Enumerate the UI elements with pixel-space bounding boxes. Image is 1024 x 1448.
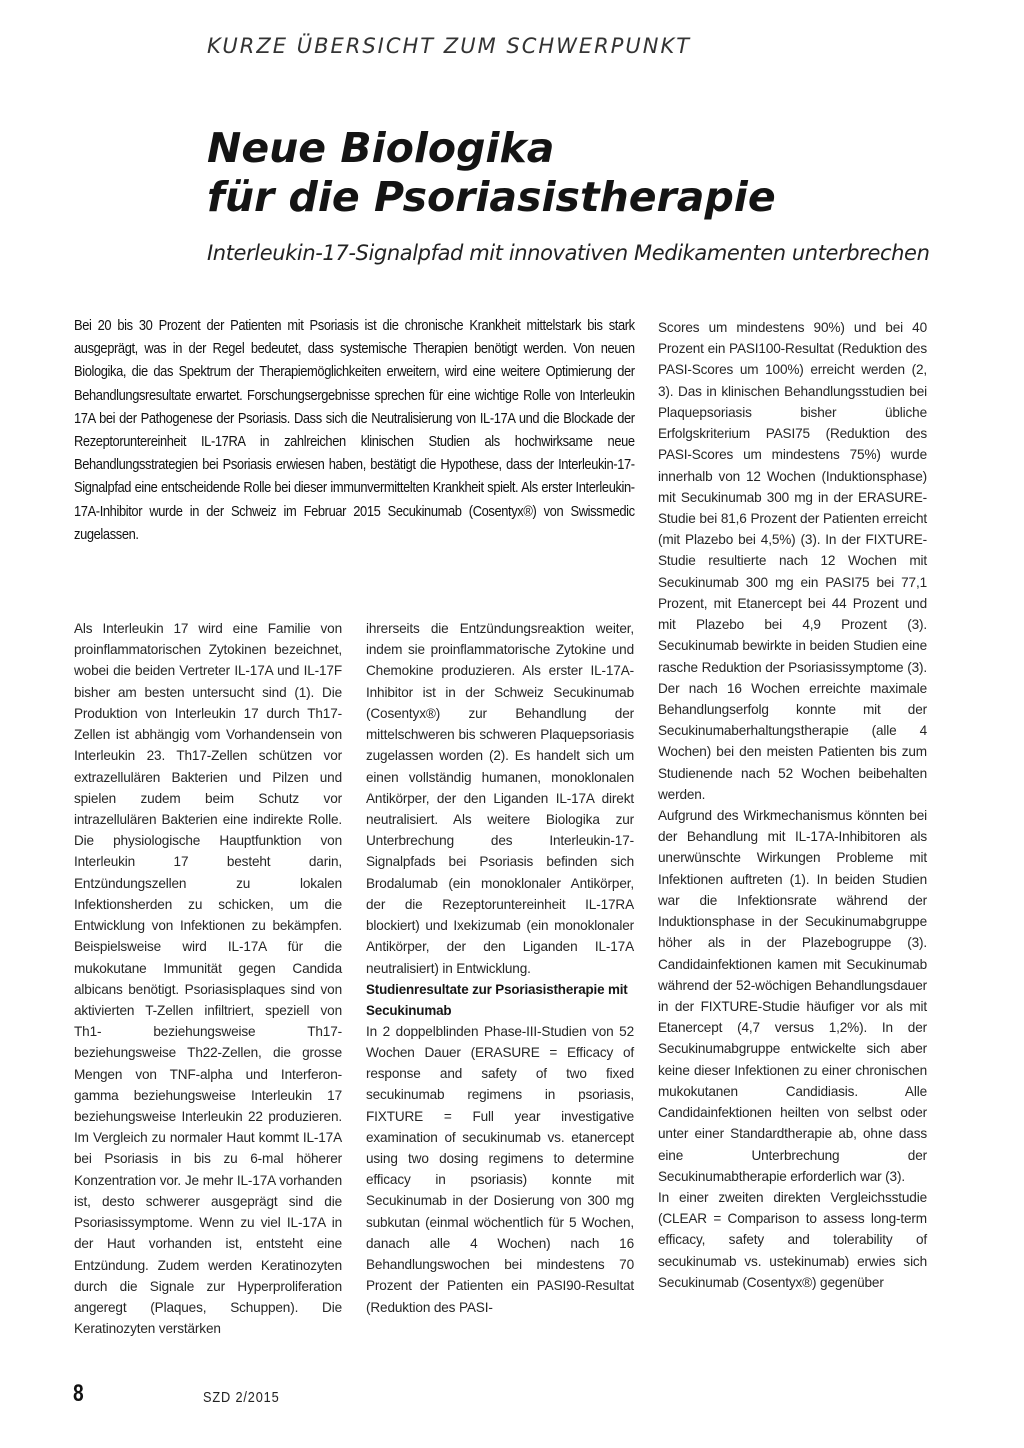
body-paragraph: Als Interleukin 17 wird eine Familie von proinflammatorischen Zytokinen bezeichnet, wobei die beiden Vertreter IL-17A und IL-17F bisher am besten untersucht sind (1). Die Produktion von Interleukin 17 durch Th17-Zellen ist abhängig vom Vorhandensein von Interleukin 23. Th17-Zellen schützen vor extrazellulären Bakterien und Pilzen und spielen zudem beim Schutz vor intrazellulären Bakterien eine indirekte Rolle. Die physiologische Hauptfunktion von Interleukin 17 besteht darin, Entzündungszellen zu lokalen Infektionsherden zu schicken, um die Entwicklung von Infektionen zu bekämpfen. Beispielsweise wird IL-17A für die mukokutane Immunität gegen Candida albicans benötigt. Psoriasisplaques sind von aktivierten T-Zellen infiltriert, speziell von Th1- beziehungsweise Th17- beziehungsweise Th22-Zellen, die grosse Mengen von TNF-alpha und Interferon-gamma beziehungsweise Interleukin 17 beziehungsweise Interleukin 22 produzieren. Im Vergleich zu normaler Haut kommt IL-17A bei Psoriasis in bis zu 6-mal höherer Konzentration vor. Je mehr IL-17A vorhanden ist, desto schwerer ausgeprägt sind die Psoriasissymptome. Wenn zu viel IL-17A in der Haut vorhanden ist, entsteht eine Entzündung. Zudem werden Keratinozyten durch die Signale zur Hyperproliferation angeregt (Plaques, Schuppen). Die Keratinozyten verstärken [74, 621, 342, 1337]
lead-paragraph: Bei 20 bis 30 Prozent der Patienten mit Psoriasis ist die chronische Krankheit mittelstark bis stark ausgeprägt, was in der Regel bedeutet, dass systemische Therapien benötigt werden. Von neuen Biologika, die das Spektrum der Therapiemöglichkeiten erweitern, wird eine weitere Optimierung der Behandlungsresultate erwartet. Forschungsergebnisse sprechen für eine wichtige Rolle von Interleukin 17A bei der Pathogenese der Psoriasis. Dass sich die Neutralisierung von IL-17A und die Blockade der Rezeptoruntereinheit IL-17RA in zahlreichen klinischen Studien als hochwirksame neue Behandlungsstrategien bei Psoriasis erwiesen haben, bestätigt die Hypothese, dass der Interleukin-17-Signalpfad eine entscheidende Rolle bei dieser immunvermittelten Krankheit spielt. Als erster Interleukin-17A-Inhibitor wurde in der Schweiz im Februar 2015 Secukinumab (Cosentyx®) von Swissmedic zugelassen. [74, 317, 635, 543]
journal-reference: SZD 2/2015 [203, 1389, 280, 1406]
body-column-2 [366, 618, 634, 1318]
body-paragraph: ihrerseits die Entzündungsreaktion weiter, indem sie proinflammatorische Zytokine und Chemokine produzieren. Als erster IL-17A-Inhibitor ist in der Schweiz Secukinumab (Cosentyx®) zur Behandlung der mittelschweren bis schweren Plaquepsoriasis zugelassen worden (2). Es handelt sich um einen vollständig humanen, monoklonalen Antikörper, der den Liganden IL-17A direkt neutralisiert. Als weitere Biologika zur Unterbrechung des Interleukin-17-Signalpfads bei Psoriasis befinden sich Brodalumab (ein monoklonaler Antikörper, der die Rezeptoruntereinheit IL-17RA blockiert) und Ixekizumab (ein monoklonaler Antikörper, der den Liganden IL-17A neutralisiert) in Entwicklung. [366, 621, 634, 976]
article-title [207, 124, 776, 222]
page-number: 8 [73, 1380, 84, 1407]
body-paragraph: In einer zweiten direkten Vergleichsstudie (CLEAR = Comparison to assess long-term efficacy, safety and tolerability of secukinumab vs. ustekinumab) erwies sich Secukinumab (Cosentyx®) gegenüber [658, 1189, 927, 1290]
article-subtitle: Interleukin-17-Signalpfad mit innovativen Medikamenten unterbrechen [207, 241, 930, 265]
section-header: KURZE ÜBERSICHT ZUM SCHWERPUNKT [207, 34, 692, 58]
body-column-3 [658, 317, 927, 1293]
body-column-1 [74, 618, 342, 1339]
title-line-1: Neue Biologika [207, 124, 555, 172]
body-paragraph: Scores um mindestens 90%) und bei 40 Prozent ein PASI100-Resultat (Reduktion des PASI-Scores um 100%) erreicht werden (2, 3). Das in klinischen Behandlungsstudien bei Plaquepsoriasis bisher übliche Erfolgskriterium PASI75 (Reduktion des PASI-Scores um mindestens 75%) wurde innerhalb von 12 Wochen (Induktionsphase) mit Secukinumab 300 mg in der ERASURE-Studie bei 81,6 Prozent der Patienten erreicht (mit Plazebo bei 4,5%) (3). In der FIXTURE-Studie resultierte nach 12 Wochen mit Secukinumab 300 mg ein PASI75 bei 77,1 Prozent, mit Etanercept bei 44 Prozent und mit Plazebo bei 4,9 Prozent (3). Secukinumab bewirkte in beiden Studien eine rasche Reduktion der Psoriasissymptome (3). Der nach 16 Wochen erreichte maximale Behandlungserfolg konnte mit der Secukinumaberhaltungstherapie (alle 4 Wochen) bei den meisten Patienten bis zum Studienende nach 52 Wochen beibehalten werden. [658, 320, 927, 802]
body-paragraph: In 2 doppelblinden Phase-III-Studien von 52 Wochen Dauer (ERASURE = Efficacy of response and safety of two fixed secukinumab regimens in psoriasis, FIXTURE = Full year investigative examination of secukinumab vs. etanercept using two dosing regimens to determine efficacy in psoriasis) konnte mit Secukinumab in der Dosierung von 300 mg subkutan (einmal wöchentlich für 5 Wochen, danach alle 4 Wochen) nach 16 Behandlungswochen bei mindestens 70 Prozent der Patienten ein PASI90-Resultat (Reduktion des PASI- [366, 1023, 634, 1315]
body-paragraph: Aufgrund des Wirkmechanismus könnten bei der Behandlung mit IL-17A-Inhibitoren als unerwünschte Wirkungen Probleme mit Infektionen auftreten (1). In beiden Studien war die Infektionsrate während der Induktionsphase in der Secukinumabgruppe höher als in der Plazebogruppe (3). Candidainfektionen kamen mit Secukinumab während der 52-wöchigen Behandlungsdauer in der FIXTURE-Studie häufiger vor als mit Etanercept (4,7 versus 1,2%). In der Secukinumabgruppe entwickelte sich aber keine dieser Infektionen zu einer chronischen mukokutanen Candidiasis. Alle Candidainfektionen heilten von selbst oder unter einer Standardtherapie ab, ohne dass eine Unterbrechung der Secukinumabtherapie erforderlich war (3). [658, 808, 927, 1184]
section-subheading: Studienresultate zur Psoriasistherapie mit Secukinumab [366, 981, 628, 1018]
title-line-2: für die Psoriasistherapie [207, 173, 776, 221]
